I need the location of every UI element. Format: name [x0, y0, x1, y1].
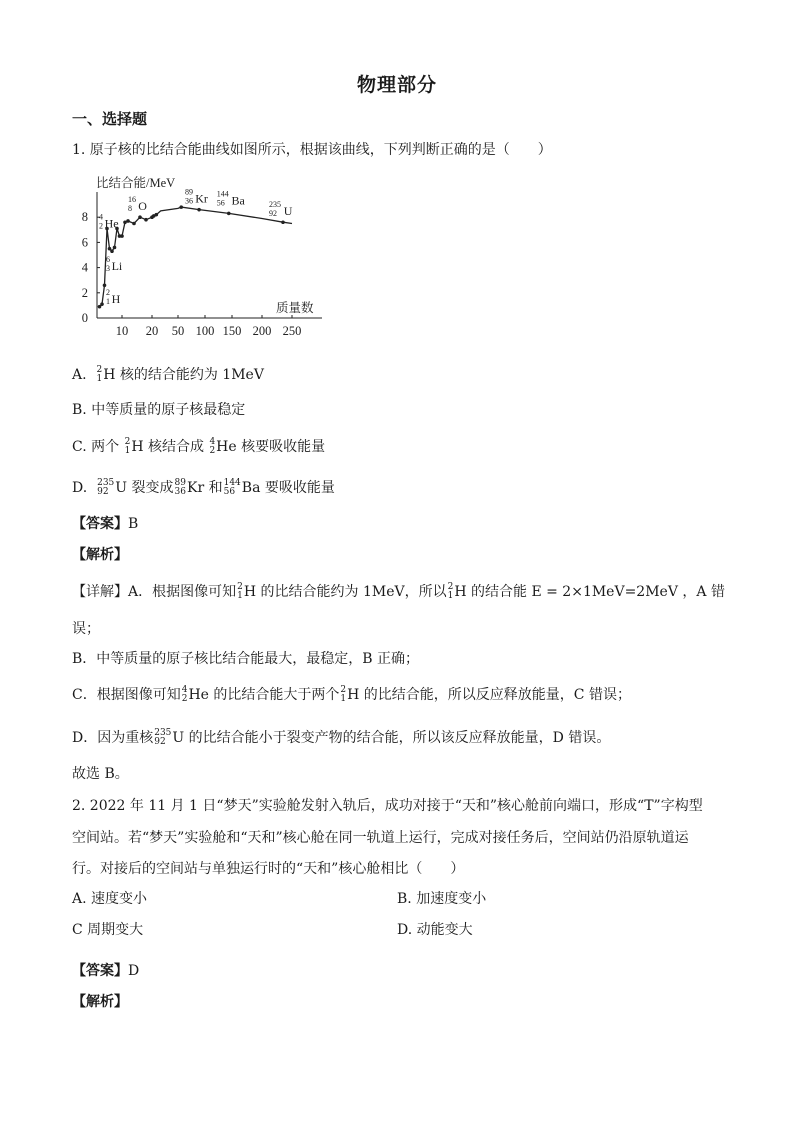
q2-option-b: B. 加速度变小 [397, 891, 487, 907]
page-title: 物理部分 [356, 74, 437, 96]
data-point [113, 246, 117, 250]
nuclide-label [106, 255, 123, 273]
data-point [126, 219, 130, 223]
svg-text:36: 36 [185, 196, 194, 206]
nuclide-label [269, 200, 293, 218]
nuclide-script: 2 1 [237, 582, 243, 601]
q1-detail-line-3: B．中等质量的原子核比结合能最大，最稳定，B 正确； [72, 651, 420, 667]
data-point [138, 215, 142, 219]
x-tick-label: 150 [222, 324, 242, 338]
question-2-stem-line-3: 行。对接后的空间站与单独运行时的“天和”核心舱相比（ ） [72, 861, 465, 877]
data-point [281, 220, 285, 224]
x-tick-label: 50 [171, 324, 185, 338]
data-point [179, 205, 183, 209]
x-tick-label: 20 [145, 324, 159, 338]
svg-text:92: 92 [269, 209, 277, 219]
option-a: A. 2 1 H 核的结合能约为 1MeV [72, 365, 264, 384]
option-b: B. 中等质量的原子核最稳定 [72, 402, 246, 418]
data-point [227, 212, 231, 216]
question-2-stem-line-1: 2. 2022 年 11 月 1 日“梦天”实验舱发射入轨后，成功对接于“天和”核心舱前向端口，形成“T”字构型 [72, 798, 703, 814]
q1-detail-line-6: 故选 B。 [72, 766, 129, 782]
y-tick-label: 0 [81, 311, 88, 325]
svg-text:235: 235 [269, 200, 281, 210]
nuclide-label [106, 288, 121, 306]
svg-text:2: 2 [99, 221, 103, 231]
nuclide-label [128, 195, 147, 213]
nuclide-labels [99, 188, 293, 307]
data-point [110, 249, 114, 253]
nuclide-label [217, 189, 246, 207]
svg-text:16: 16 [128, 195, 136, 205]
q1-detail-line-4: C．根据图像可知 4 2 He 的比结合能大于两个 2 1 H 的比结合能，所以反应释放能量，C 错误； [72, 685, 631, 704]
q1-analysis-label: 【解析】 [72, 547, 128, 563]
data-point [103, 283, 107, 287]
y-tick-label: 4 [81, 260, 88, 275]
svg-text:89: 89 [185, 187, 194, 197]
x-tick-label: 250 [282, 324, 302, 338]
data-point [132, 222, 136, 226]
q1-detail-line-1: 【详解】A．根据图像可知 2 1 H 的比结合能约为 1MeV，所以 2 1 H 的结合能 E = 2×1MeV=2MeV ，A 错 [72, 582, 725, 601]
q2-analysis-label: 【解析】 [72, 994, 128, 1010]
nuclide-script: 89 36 [174, 478, 186, 497]
svg-text:3: 3 [106, 264, 110, 274]
svg-text:O: O [138, 199, 147, 214]
nuclide-script: 235 92 [154, 728, 172, 747]
chart-ylabel: 比结合能/MeV [96, 176, 176, 190]
option-d: D. 235 92 U 裂变成 89 36 Kr 和 144 56 Ba 要吸收能量 [72, 478, 335, 497]
svg-text:Li: Li [111, 259, 123, 274]
nuclide-script: 4 2 [209, 437, 216, 456]
svg-text:Kr: Kr [195, 191, 208, 206]
svg-text:8: 8 [128, 204, 132, 214]
nuclide-label [99, 213, 119, 231]
q2-answer: 【答案】D [72, 963, 140, 979]
option-c: C. 两个 2 1 H 核结合成 4 2 He 核要吸收能量 [72, 437, 326, 456]
q1-detail-line-5: D．因为重核 235 92 U 的比结合能小于裂变产物的结合能，所以该反应释放能量，D 错误。 [72, 728, 611, 747]
x-tick-label: 100 [195, 324, 215, 338]
data-points [98, 205, 285, 308]
svg-text:Ba: Ba [231, 193, 245, 208]
nuclide-script: 2 1 [96, 365, 103, 384]
y-tick-label: 6 [81, 235, 88, 250]
y-tick-label: 2 [81, 285, 88, 300]
question-2-stem-line-2: 空间站。若“梦天”实验舱和“天和”核心舱在同一轨道上运行，完成对接任务后，空间站仍沿原轨道运 [72, 830, 689, 846]
section-heading: 一、选择题 [72, 110, 148, 128]
data-point [155, 213, 159, 217]
svg-text:U: U [283, 204, 293, 219]
x-tick-label: 10 [115, 324, 129, 338]
nuclide-script: 2 1 [447, 582, 454, 601]
nuclide-label [185, 188, 208, 206]
data-point [144, 218, 148, 222]
q2-option-a: A. 速度变小 [72, 891, 148, 907]
svg-text:H: H [111, 292, 121, 307]
svg-text:4: 4 [99, 212, 103, 222]
data-point [197, 208, 201, 212]
q2-option-c: C 周期变大 [72, 922, 144, 938]
data-point [100, 302, 104, 306]
svg-text:6: 6 [106, 255, 110, 265]
q1-detail-line-2: 误； [72, 621, 100, 637]
svg-text:1: 1 [106, 297, 110, 307]
svg-text:2: 2 [106, 288, 110, 298]
nuclide-script: 2 1 [124, 437, 131, 456]
svg-text:144: 144 [216, 189, 229, 199]
binding-energy-chart [70, 170, 330, 348]
svg-text:He: He [104, 216, 119, 231]
data-point [120, 234, 124, 238]
nuclide-script: 235 92 [97, 478, 115, 497]
nuclide-script: 4 2 [181, 685, 188, 704]
y-tick-label: 8 [81, 210, 88, 225]
x-tick-label: 200 [252, 324, 272, 338]
nuclide-script: 144 56 [223, 478, 241, 497]
q1-answer: 【答案】B [72, 516, 139, 532]
question-1-stem: 1. 原子核的比结合能曲线如图所示，根据该曲线，下列判断正确的是（ ） [72, 142, 552, 158]
svg-text:56: 56 [216, 198, 225, 208]
q2-option-d: D. 动能变大 [397, 922, 473, 938]
nuclide-script: 2 1 [340, 685, 347, 704]
chart-xlabel: 质量数 [276, 301, 314, 315]
